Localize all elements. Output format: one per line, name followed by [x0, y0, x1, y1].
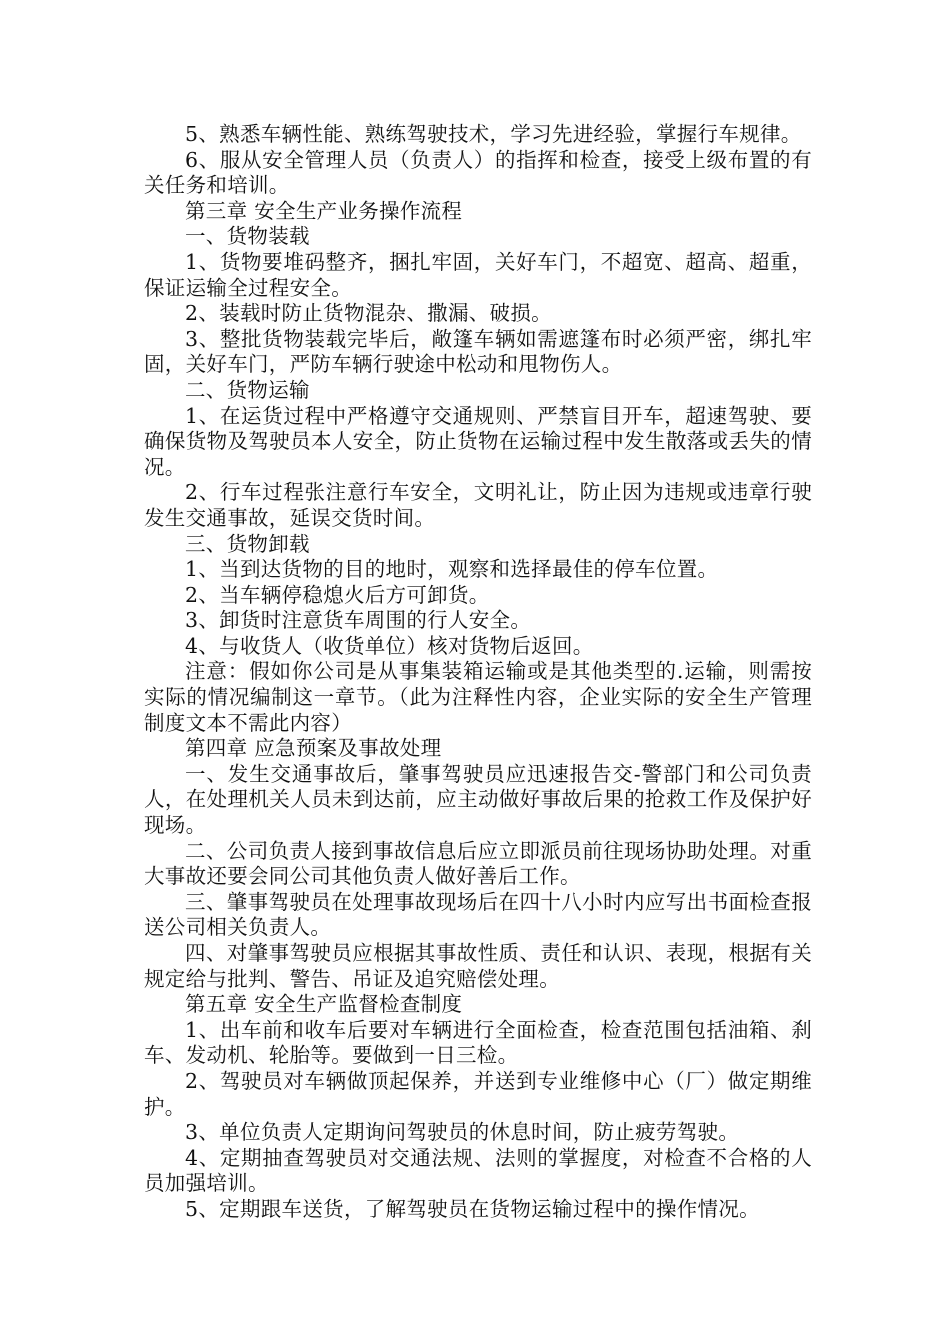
paragraph: 6、服从安全管理人员（负责人）的指挥和检查，接受上级布置的有关任务和培训。 — [144, 147, 812, 198]
paragraph: 1、出车前和收车后要对车辆进行全面检查，检查范围包括油箱、刹车、发动机、轮胎等。要做到一日三检。 — [144, 1017, 812, 1068]
paragraph: 2、装载时防止货物混杂、撒漏、破损。 — [185, 301, 552, 326]
chapter-heading: 第三章 安全生产业务操作流程 — [185, 198, 463, 223]
paragraph: 2、行车过程张注意行车安全，文明礼让，防止因为违规或违章行驶发生交通事故，延误交货时间。 — [144, 480, 812, 530]
paragraph: 二、公司负责人接到事故信息后应立即派员前往现场协助处理。对重大事故还要会同公司其他负责人做好善后工作。 — [144, 838, 812, 889]
paragraph: 3、整批货物装载完毕后，敞篷车辆如需遮篷布时必须严密，绑扎牢固，关好车门，严防车辆行驶途中松动和甩物伤人。 — [144, 326, 812, 377]
paragraph: 4、定期抽查驾驶员对交通法规、法则的掌握度，对检查不合格的人员加强培训。 — [144, 1145, 812, 1196]
section-heading: 三、货物卸载 — [185, 531, 310, 556]
paragraph: 3、卸货时注意货车周围的行人安全。 — [185, 608, 532, 633]
section-heading: 二、货物运输 — [185, 377, 310, 402]
chapter-heading: 第五章 安全生产监督检查制度 — [185, 992, 463, 1017]
paragraph: 5、熟悉车辆性能、熟练驾驶技术，学习先进经验，掌握行车规律。 — [185, 122, 802, 146]
paragraph: 1、在运货过程中严格遵守交通规则、严禁盲目开车，超速驾驶、要确保货物及驾驶员本人安全，防止货物在运输过程中发生散落或丢失的情况。 — [144, 403, 812, 479]
paragraph: 一、发生交通事故后，肇事驾驶员应迅速报告交-警部门和公司负责人，在处理机关人员未到达前，应主动做好事故后果的抢救工作及保护好现场。 — [144, 761, 812, 838]
note-paragraph: 注意：假如你公司是从事集装箱运输或是其他类型的.运输，则需按实际的情况编制这一章节。（此为注释性内容，企业实际的安全生产管理制度文本不需此内容） — [144, 659, 812, 735]
paragraph: 1、当到达货物的目的地时，观察和选择最佳的停车位置。 — [185, 557, 719, 582]
document-body — [144, 122, 812, 1223]
paragraph: 1、货物要堆码整齐，捆扎牢固，关好车门，不超宽、超高、超重，保证运输全过程安全。 — [144, 249, 812, 300]
chapter-heading: 第四章 应急预案及事故处理 — [185, 736, 442, 761]
paragraph: 2、当车辆停稳熄火后方可卸货。 — [185, 582, 490, 607]
paragraph: 四、对肇事驾驶员应根据其事故性质、责任和认识、表现，根据有关规定给与批判、警告、吊证及追究赔偿处理。 — [144, 941, 812, 991]
paragraph: 三、肇事驾驶员在处理事故现场后在四十八小时内应写出书面检查报送公司相关负责人。 — [144, 889, 812, 940]
paragraph: 4、与收货人（收货单位）核对货物后返回。 — [185, 633, 594, 658]
paragraph: 3、单位负责人定期询问驾驶员的休息时间，防止疲劳驾驶。 — [185, 1120, 740, 1145]
paragraph: 5、定期跟车送货，了解驾驶员在货物运输过程中的操作情况。 — [185, 1196, 760, 1221]
paragraph: 2、驾驶员对车辆做顶起保养，并送到专业维修中心（厂）做定期维护。 — [144, 1068, 812, 1119]
section-heading: 一、货物装载 — [185, 224, 310, 249]
